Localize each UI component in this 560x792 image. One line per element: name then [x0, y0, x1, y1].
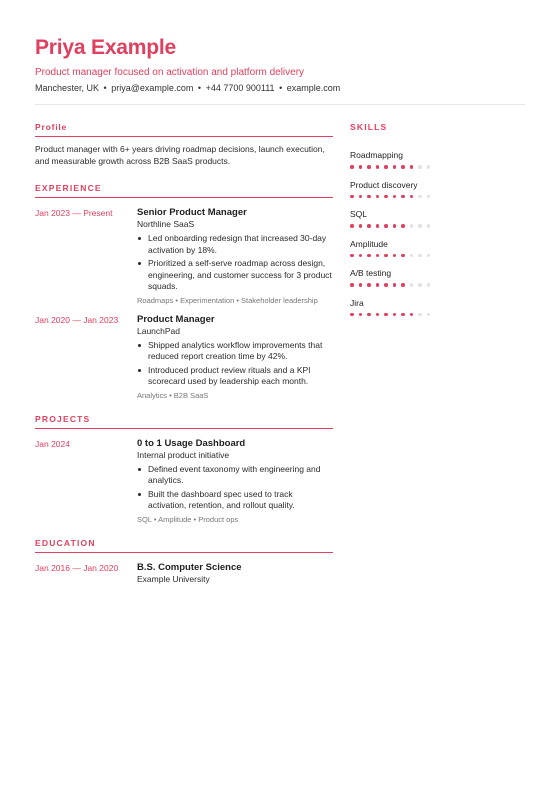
skill-dot-filled — [350, 283, 354, 287]
entry-body — [137, 314, 333, 400]
skill-dot-filled — [376, 283, 380, 287]
bullet-item: Built the dashboard spec used to track activation, retention, and rollout quality. — [137, 489, 333, 512]
skill-dot-filled — [376, 254, 380, 258]
skill-dot-filled — [367, 254, 371, 258]
skill-dot-empty — [427, 224, 431, 228]
skill-dot-filled — [410, 195, 414, 199]
skill-level-dots — [350, 283, 530, 287]
skill-dot-filled — [350, 165, 354, 169]
skill-dot-filled — [376, 224, 380, 228]
contact-separator: • — [197, 83, 202, 93]
skill-name: SQL — [350, 209, 368, 219]
skills-heading: SKILLS — [350, 122, 388, 132]
entry-organization: LaunchPad — [137, 325, 181, 336]
entry-organization: Northline SaaS — [137, 219, 195, 229]
bullet-item: Defined event taxonomy with engineering and analytics. — [137, 464, 333, 487]
skill-dot-filled — [350, 254, 354, 258]
education-section — [35, 538, 333, 584]
entry-body — [137, 438, 333, 524]
skill-name: Roadmapping — [350, 150, 403, 160]
bullet-item: Introduced product review rituals and a KPI scorecard used by leadership each month. — [137, 365, 333, 388]
experience-heading: EXPERIENCE — [35, 183, 333, 198]
skill-level-dots — [350, 254, 530, 258]
header-divider — [35, 104, 525, 105]
entry-body — [137, 207, 333, 305]
skill-dot-empty — [410, 224, 414, 228]
projects-heading: PROJECTS — [35, 414, 333, 429]
contact-website[interactable]: example.com — [286, 83, 341, 93]
skill-dot-empty — [418, 254, 422, 258]
skill-dot-empty — [410, 283, 414, 287]
entry-date: Jan 2024 — [35, 438, 70, 449]
skill-dot-filled — [393, 254, 397, 258]
skill-level-dots — [350, 313, 530, 317]
candidate-name: Priya Example — [35, 36, 176, 59]
skill-dot-filled — [359, 224, 363, 228]
skill-name: Amplitude — [350, 238, 388, 249]
skill-name: Jira — [350, 297, 364, 308]
skill-level-dots — [350, 224, 530, 228]
skill-dot-filled — [367, 224, 371, 228]
skill-dot-empty — [427, 283, 431, 287]
entry-bullets — [137, 464, 333, 512]
entry-body — [137, 562, 333, 584]
contact-phone: +44 7700 900111 — [205, 83, 275, 93]
education-entry — [35, 562, 333, 584]
experience-entry — [35, 314, 333, 400]
bullet-item: Prioritized a self-serve roadmap across design, engineering, and customer success for 3 product squads. — [137, 258, 333, 293]
entry-organization: Internal product initiative — [137, 449, 230, 460]
contact-line — [35, 83, 340, 93]
skill-dot-filled — [376, 313, 380, 317]
skill-dot-filled — [359, 165, 363, 169]
contact-separator: • — [279, 83, 283, 93]
skill-dot-filled — [401, 313, 405, 317]
entry-bullets — [137, 233, 333, 293]
skill-dot-empty — [418, 165, 422, 169]
skill-dot-filled — [384, 224, 388, 228]
skill-dot-filled — [393, 195, 397, 199]
skill-item — [350, 239, 530, 258]
entry-degree: B.S. Computer Science — [137, 561, 242, 573]
project-entry — [35, 438, 333, 524]
entry-role: Senior Product Manager — [137, 207, 247, 218]
skill-dot-filled — [367, 313, 371, 317]
skill-dot-filled — [359, 254, 363, 258]
contact-email[interactable]: priya@example.com — [111, 83, 194, 93]
skill-dot-filled — [410, 165, 414, 169]
skill-dot-filled — [393, 224, 397, 228]
entry-role: 0 to 1 Usage Dashboard — [137, 437, 246, 449]
skill-dot-filled — [401, 254, 405, 258]
contact-separator: • — [103, 83, 107, 93]
profile-heading: Profile — [35, 122, 333, 137]
entry-bullets — [137, 340, 333, 388]
skill-dot-empty — [418, 195, 422, 199]
skill-dot-filled — [401, 224, 405, 228]
entry-role: Product Manager — [137, 313, 215, 325]
skill-dot-filled — [410, 313, 414, 317]
entry-date: Jan 2016 — Jan 2020 — [35, 562, 119, 573]
entry-tags: Analytics • B2B SaaS — [137, 390, 209, 400]
skill-dot-empty — [418, 313, 422, 317]
contact-location: Manchester, UK — [35, 83, 100, 93]
skill-dot-filled — [384, 165, 388, 169]
candidate-tagline: Product manager focused on activation and platform delivery — [35, 67, 305, 78]
experience-entry — [35, 207, 333, 305]
skill-name: Product discovery — [350, 179, 418, 190]
skill-item — [350, 268, 530, 287]
skill-dot-filled — [384, 313, 388, 317]
entry-date: Jan 2023 — Present — [35, 208, 113, 218]
skill-dot-filled — [350, 224, 354, 228]
main-column — [35, 122, 333, 598]
skill-dot-filled — [367, 283, 371, 287]
skill-name: A/B testing — [350, 268, 392, 278]
skill-dot-empty — [418, 283, 422, 287]
skill-dot-empty — [427, 254, 431, 258]
entry-tags: Roadmaps • Experimentation • Stakeholder leadership — [137, 295, 318, 305]
skill-dot-empty — [427, 165, 431, 169]
entry-tags: SQL • Amplitude • Product ops — [137, 514, 239, 524]
bullet-item: Led onboarding redesign that increased 30-day activation by 18%. — [137, 233, 333, 256]
skill-dot-empty — [427, 313, 431, 317]
experience-section — [35, 183, 333, 400]
skill-dot-filled — [367, 165, 371, 169]
skill-level-dots — [350, 165, 530, 169]
skill-item — [350, 150, 530, 169]
profile-summary: Product manager with 6+ years driving roadmap decisions, launch execution, and measurable growth across B2B SaaS products. — [35, 144, 325, 166]
skill-dot-filled — [401, 283, 405, 287]
skill-dot-filled — [401, 195, 405, 199]
entry-date: Jan 2020 — Jan 2023 — [35, 314, 119, 325]
skill-dot-empty — [427, 195, 431, 199]
skill-dot-empty — [410, 254, 414, 258]
skills-list — [350, 150, 530, 316]
skill-dot-filled — [350, 195, 354, 199]
skill-dot-filled — [401, 165, 405, 169]
skill-item — [350, 180, 530, 199]
skill-dot-filled — [384, 254, 388, 258]
skill-item — [350, 298, 530, 317]
bullet-item: Shipped analytics workflow improvements that reduced report creation time by 42%. — [137, 340, 333, 363]
skill-dot-filled — [393, 313, 397, 317]
skill-dot-filled — [367, 195, 371, 199]
skill-level-dots — [350, 195, 530, 199]
skill-item — [350, 209, 530, 228]
skill-dot-filled — [376, 165, 380, 169]
skill-dot-filled — [393, 165, 397, 169]
sidebar-column — [350, 122, 530, 316]
skill-dot-empty — [418, 224, 422, 228]
skill-dot-filled — [376, 195, 380, 199]
entry-organization: Example University — [137, 573, 210, 584]
skill-dot-filled — [384, 283, 388, 287]
skill-dot-filled — [359, 195, 363, 199]
profile-section — [35, 122, 333, 167]
skill-dot-filled — [384, 195, 388, 199]
education-heading: EDUCATION — [35, 538, 333, 553]
projects-section — [35, 414, 333, 524]
skill-dot-filled — [350, 313, 354, 317]
skill-dot-filled — [359, 283, 363, 287]
skill-dot-filled — [393, 283, 397, 287]
skill-dot-filled — [359, 313, 363, 317]
